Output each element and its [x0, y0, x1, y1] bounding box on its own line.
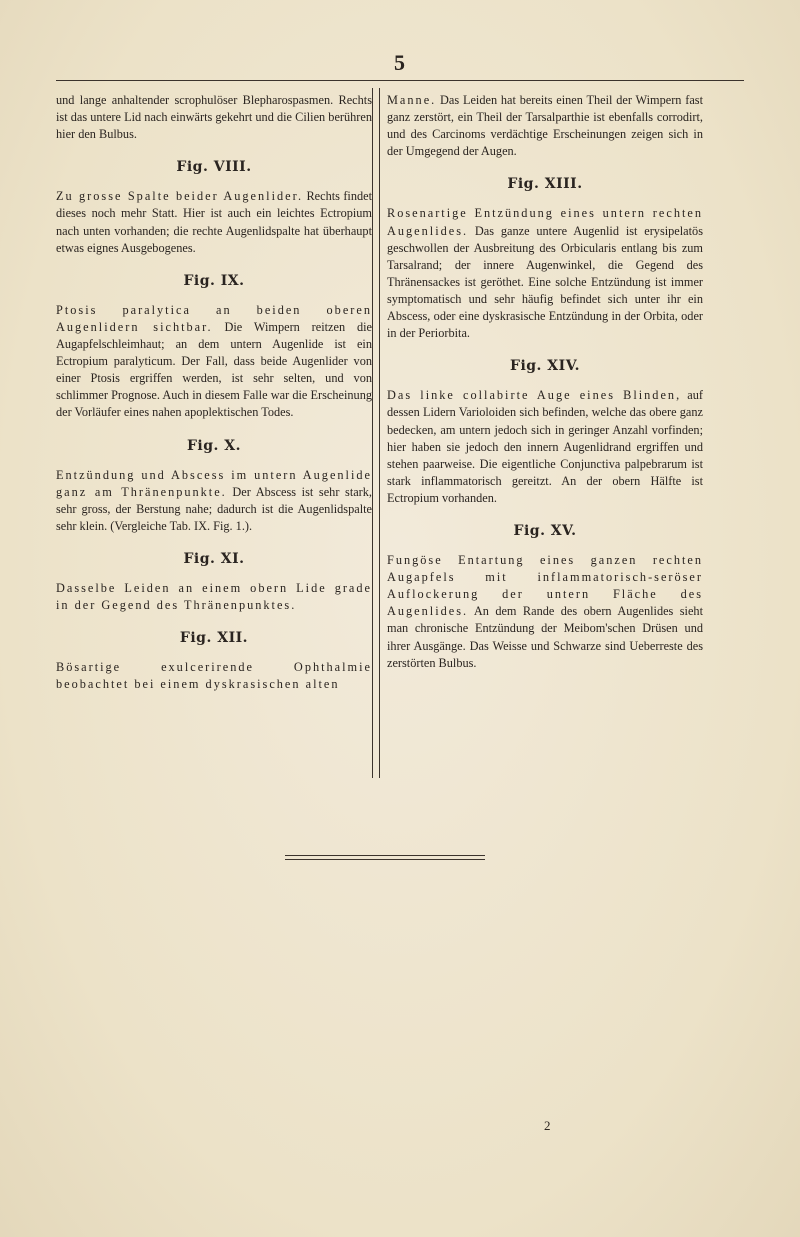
fig-xv-text: [387, 552, 703, 672]
fig-xiv-heading: Fig. XIV.: [510, 358, 580, 375]
fig-xiii-lead: Rosenartige Entzündung eines untern rechten Augenlides.: [387, 206, 703, 238]
fig-xii-lead: Bösartige exulcerirende Ophthalmie beobachtet bei einem dyskrasischen alten: [56, 660, 372, 692]
fig-xv-body: An dem Rande des obern Augenlides sieht man chronische Entzündung der Meibom'schen Drüsen und ihrer Ausgänge. Das Weisse und Schwarze sind Ueberreste des zerstörten Bulbus.: [387, 604, 703, 670]
fig-ix-body: Die Wimpern reitzen die Augapfelschleimhaut; an dem untern Augenlide ist ein Ectropium paralyticum. Der Fall, dass beide Augenlider von einer Ptosis ergriffen werden, ist sehr selten, und von schlimmer Prognose. Auch in diesem Falle war die Erscheinung der Vorläufer eines nahen apoplektischen Todes.: [56, 319, 372, 420]
continuation-body: Das Leiden hat bereits einen Theil der Wimpern fast ganz zerstört, ein Theil der Tarsalparthie ist ebenfalls corrodirt, und des Carcinoms verdächtige Erscheinungen zeigen sich in der Umgegend der Augen.: [387, 93, 703, 159]
fig-ix-lead: Ptosis paralytica an beiden oberen Augenlidern sichtbar.: [56, 302, 372, 334]
page-number: 5: [394, 50, 406, 75]
fig-viii-text: [56, 188, 372, 256]
fig-x-text: [56, 467, 372, 535]
right-column: [387, 92, 703, 672]
fig-ix-heading: Fig. IX.: [183, 272, 245, 289]
fig-xiv-lead: Das linke collabirte Auge eines Blinden,: [387, 388, 682, 403]
fig-xv-heading: Fig. XV.: [513, 522, 577, 539]
fig-xi-heading: Fig. XI.: [183, 550, 245, 567]
left-column: [56, 92, 372, 694]
header-rule: [56, 80, 744, 81]
bottom-rule: [285, 855, 485, 860]
fig-viii-heading: Fig. VIII.: [176, 159, 252, 176]
sheet-number: 2: [544, 1118, 551, 1133]
fig-viii-body: Rechts findet dieses noch mehr Statt. Hier ist auch ein leichtes Ectropium nach unten vorhanden; die rechte Augenlidspalte hat überhaupt etwas eignes Ausgebogenes.: [56, 189, 373, 255]
fig-xii-text: [56, 659, 372, 693]
fig-x-body: Der Abscess ist sehr stark, sehr gross, der Berstung nahe; dadurch ist die Augenlidspalte sehr klein. (Vergleiche Tab. IX. Fig. 1.).: [56, 484, 373, 533]
column-divider: [372, 88, 380, 778]
fig-x-lead: Entzündung und Abscess im untern Augenlide ganz am Thränenpunkte.: [56, 467, 372, 499]
fig-xiv-body: auf dessen Lidern Varioloiden sich befinden, welche das obere ganz bedecken, am untern jedoch sich in geringer Anzahl vorfinden; hier haben sie jedoch den innern Augenlidrand ergriffen und stehen paarweise. Die eigentliche Conjunctiva palpebrarum ist stark inflammatorisch gereitzt. An der obern Hälfte ist Ectropium vorhanden.: [387, 388, 703, 505]
fig-xv-lead: Fungöse Entartung eines ganzen rechten Augapfels mit inflammatorisch-seröser Auflockerung der untern Fläche des Augenlides.: [387, 553, 703, 619]
fig-viii-lead: Zu grosse Spalte beider Augenlider.: [56, 189, 304, 204]
fig-xiii-heading: Fig. XIII.: [507, 176, 583, 193]
fig-xii-heading: Fig. XII.: [179, 630, 249, 647]
continuation-lead: Manne.: [387, 93, 437, 107]
fig-xiv-text: [387, 387, 703, 507]
fig-ix-text: [56, 302, 372, 422]
fig-xi-lead: Dasselbe Leiden an einem obern Lide grade in der Gegend des Thränenpunktes.: [56, 581, 372, 613]
fig-xiii-text: [387, 205, 703, 342]
fig-xi-text: [56, 580, 372, 614]
fig-xiii-body: Das ganze untere Augenlid ist erysipelatös geschwollen der Ausbreitung des Orbicularis entlang bis zum Tarsalrand; der innere Augenwinkel, die Gegend des Thränensackes ist geröthet. Eine solche Entzündung ist immer symptomatisch und sehr häufig befindet sich unter ihr ein Abscess, oder eine dyskrasische Entzündung in der Orbita, oder in der Periorbita.: [387, 223, 703, 341]
intro-paragraph: und lange anhaltender scrophulöser Blepharospasmen. Rechts ist das untere Lid nach einwärts gekehrt und die Cilien berühren hier den Bulbus.: [56, 93, 372, 142]
fig-x-heading: Fig. X.: [186, 437, 242, 454]
continuation-paragraph: [387, 92, 703, 160]
